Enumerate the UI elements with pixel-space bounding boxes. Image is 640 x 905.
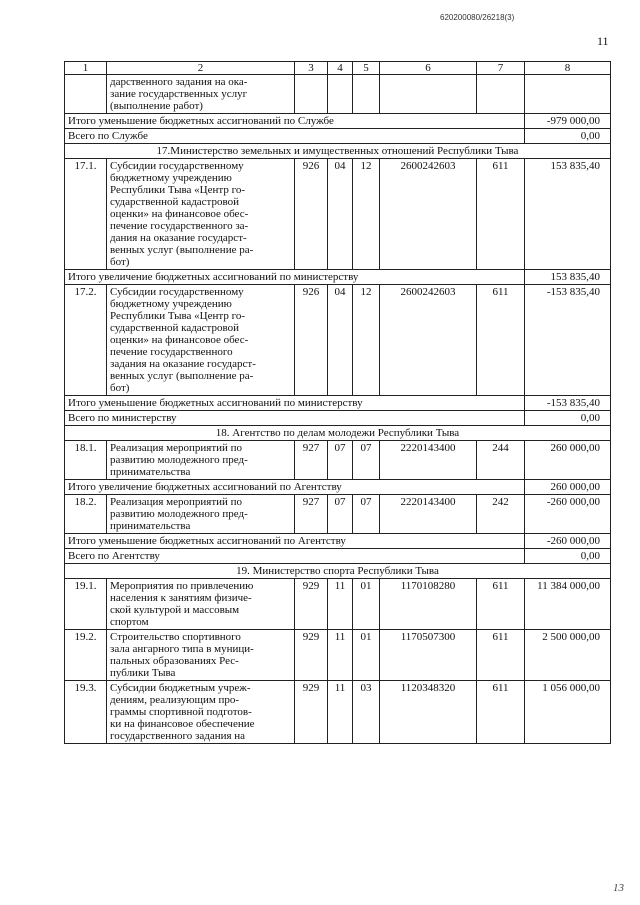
summary-amount: 0,00 [525,411,611,426]
amount: 11 384 000,00 [525,579,611,630]
summary-row [65,114,611,129]
summary-row [65,411,611,426]
section-title-row [65,144,611,159]
table-row [65,495,611,534]
item-number: 19.1. [65,579,107,630]
item-description: Строительство спортивного зала ангарного типа в муници- пальных образованиях Рес- публики Тыва [107,630,295,681]
expense-type-code: 611 [477,630,525,681]
section-title-row [65,564,611,579]
section-code [328,75,353,114]
ministry-code: 929 [295,630,328,681]
summary-row [65,480,611,495]
page-number: 11 [597,34,609,48]
summary-amount: 153 835,40 [525,270,611,285]
section-code: 04 [328,159,353,270]
column-number-header: 1 [65,62,107,75]
summary-label: Всего по Службе [65,129,525,144]
summary-amount: 0,00 [525,129,611,144]
expense-type-code: 242 [477,495,525,534]
expense-type-code: 611 [477,681,525,744]
amount: 1 056 000,00 [525,681,611,744]
table-row [65,630,611,681]
summary-row [65,534,611,549]
column-number-header: 8 [525,62,611,75]
summary-row [65,396,611,411]
column-number-header: 2 [107,62,295,75]
expense-type-code [477,75,525,114]
summary-label: Итого уменьшение бюджетных ассигнований по Агентству [65,534,525,549]
item-description: Субсидии государственному бюджетному учреждению Республики Тыва «Центр го- сударственной кадастровой оценки» на финансовое обес- печение государственного за- дания на оказание государст- венных услуг (выполнение ра- бот) [107,159,295,270]
subsection-code [353,75,380,114]
target-article-code: 2600242603 [380,285,477,396]
item-description: Мероприятия по привлечению населения к занятиям физиче- ской культурой и массовым спортом [107,579,295,630]
summary-label: Итого увеличение бюджетных ассигнований по Агентству [65,480,525,495]
summary-amount: 260 000,00 [525,480,611,495]
target-article-code: 2600242603 [380,159,477,270]
summary-row [65,549,611,564]
target-article-code [380,75,477,114]
column-number-header: 5 [353,62,380,75]
ministry-code [295,75,328,114]
section-title-row [65,426,611,441]
subsection-code: 07 [353,441,380,480]
target-article-code: 1170507300 [380,630,477,681]
section-title: 19. Министерство спорта Республики Тыва [65,564,611,579]
expense-type-code: 611 [477,159,525,270]
budget-table [64,61,611,744]
summary-label: Всего по Агентству [65,549,525,564]
amount: -153 835,40 [525,285,611,396]
expense-type-code: 244 [477,441,525,480]
amount: 260 000,00 [525,441,611,480]
section-code: 04 [328,285,353,396]
table-row [65,75,611,114]
column-number-header: 4 [328,62,353,75]
item-description: дарственного задания на ока- зание государственных услуг (выполнение работ) [107,75,295,114]
summary-amount: 0,00 [525,549,611,564]
section-title: 18. Агентство по делам молодежи Республики Тыва [65,426,611,441]
target-article-code: 1170108280 [380,579,477,630]
section-code: 11 [328,681,353,744]
item-description: Реализация мероприятий по развитию молодежного пред- принимательства [107,495,295,534]
ministry-code: 929 [295,579,328,630]
subsection-code: 12 [353,159,380,270]
summary-amount: -153 835,40 [525,396,611,411]
target-article-code: 1120348320 [380,681,477,744]
target-article-code: 2220143400 [380,441,477,480]
summary-label: Всего по министерству [65,411,525,426]
table-row [65,285,611,396]
summary-amount: -260 000,00 [525,534,611,549]
column-number-header: 6 [380,62,477,75]
section-code: 11 [328,579,353,630]
table-row [65,681,611,744]
ministry-code: 926 [295,159,328,270]
item-number: 17.2. [65,285,107,396]
item-number: 19.3. [65,681,107,744]
item-description: Субсидии бюджетным учреж- дениям, реализующим про- граммы спортивной подготов- ки на финансовое обеспечение государственного задания на [107,681,295,744]
summary-amount: -979 000,00 [525,114,611,129]
expense-type-code: 611 [477,285,525,396]
table-row [65,159,611,270]
subsection-code: 01 [353,579,380,630]
ministry-code: 926 [295,285,328,396]
ministry-code: 929 [295,681,328,744]
ministry-code: 927 [295,441,328,480]
summary-label: Итого уменьшение бюджетных ассигнований по министерству [65,396,525,411]
amount [525,75,611,114]
section-title: 17.Министерство земельных и имущественных отношений Республики Тыва [65,144,611,159]
item-number: 18.2. [65,495,107,534]
expense-type-code: 611 [477,579,525,630]
section-code: 07 [328,495,353,534]
amount: 153 835,40 [525,159,611,270]
subsection-code: 01 [353,630,380,681]
summary-row [65,129,611,144]
subsection-code: 12 [353,285,380,396]
section-code: 07 [328,441,353,480]
section-code: 11 [328,630,353,681]
item-number [65,75,107,114]
summary-label: Итого увеличение бюджетных ассигнований по министерству [65,270,525,285]
item-number: 18.1. [65,441,107,480]
summary-label: Итого уменьшение бюджетных ассигнований по Службе [65,114,525,129]
amount: -260 000,00 [525,495,611,534]
ministry-code: 927 [295,495,328,534]
document-id: 620200080/26218(3) [440,13,515,22]
item-description: Реализация мероприятий по развитию молодежного пред- принимательства [107,441,295,480]
amount: 2 500 000,00 [525,630,611,681]
subsection-code: 03 [353,681,380,744]
item-number: 17.1. [65,159,107,270]
table-row [65,441,611,480]
column-number-row [65,62,611,75]
target-article-code: 2220143400 [380,495,477,534]
item-number: 19.2. [65,630,107,681]
item-description: Субсидии государственному бюджетному учреждению Республики Тыва «Центр го- сударственной кадастровой оценки» на финансовое обес- печение государственного задания на оказание государст- венных услуг (выполнение ра- бот) [107,285,295,396]
column-number-header: 3 [295,62,328,75]
table-row [65,579,611,630]
column-number-header: 7 [477,62,525,75]
summary-row [65,270,611,285]
subsection-code: 07 [353,495,380,534]
handwritten-page-mark: 13 [613,882,624,894]
